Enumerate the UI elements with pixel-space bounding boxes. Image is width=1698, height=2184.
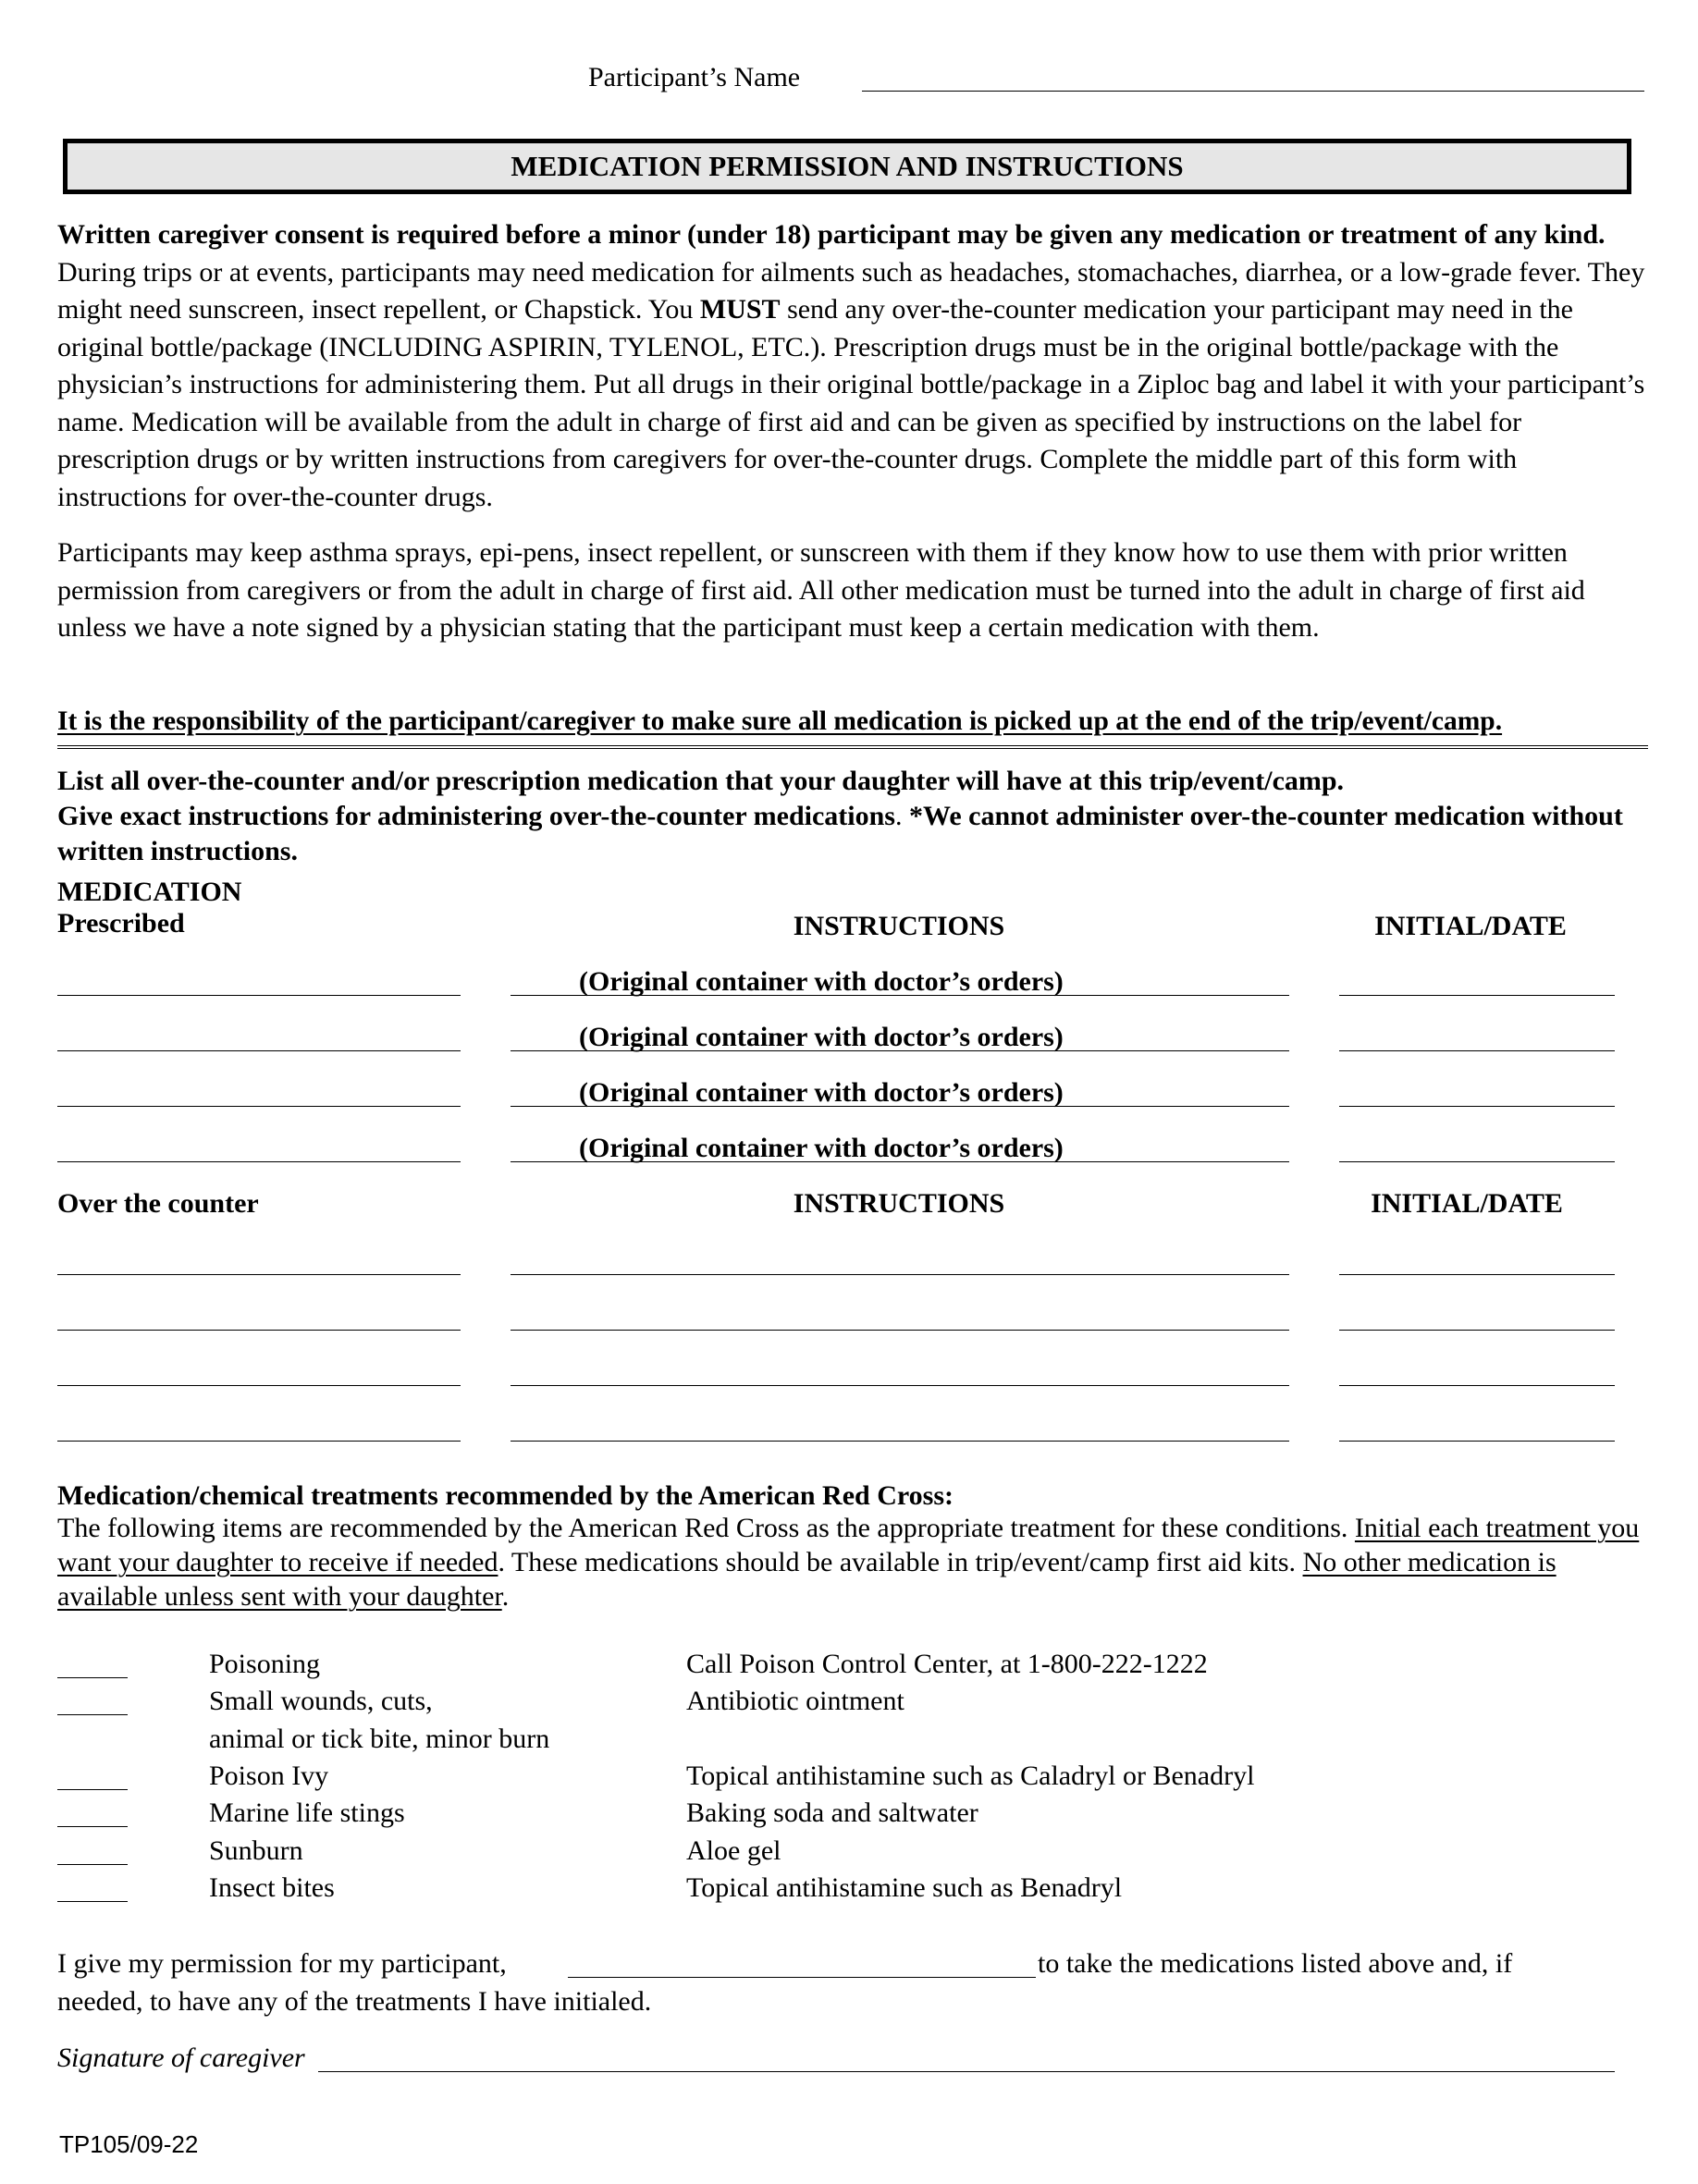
treatment-action: Antibiotic ointment	[686, 1686, 904, 1716]
treatment-condition: Poison Ivy	[209, 1761, 329, 1791]
intro-text-a: During trips or at events, participants may need medication for ailments such as headaches, stomachaches, diarrhea, or a low-grade fever. They might need sunscreen, insect repellent, or Chapstick. You	[57, 256, 1645, 325]
treatment-condition-continued: animal or tick bite, minor burn	[209, 1724, 550, 1754]
participant-name-label: Participant’s Name	[588, 62, 801, 92]
treatment-action: Call Poison Control Center, at 1-800-222-1222	[686, 1649, 1208, 1679]
prescribed-medication-field[interactable]	[57, 1106, 461, 1107]
intro-paragraph-2: Participants may keep asthma sprays, epi-pens, insect repellent, or sunscreen with them if they know how to use them with prior written permission from caregivers or from the adult in charge of first aid. All other medication must be turned into the adult in charge of first aid unless we have a note signed by a physician stating that the participant must keep a certain medication with them.	[57, 537, 1585, 643]
list-instructions	[57, 764, 1648, 869]
list-instructions-line1: List all over-the-counter and/or prescription medication that your daughter will have at this trip/event/camp.	[57, 766, 1345, 796]
otc-initial-date-field[interactable]	[1339, 1385, 1615, 1386]
treatment-condition: Poisoning	[209, 1649, 321, 1679]
permission-text-a: I give my permission for my participant,	[57, 1948, 507, 1979]
participant-name-field[interactable]	[862, 91, 1644, 92]
red-cross-heading: Medication/chemical treatments recommended by the American Red Cross:	[57, 1480, 954, 1511]
prescribed-initial-date-field[interactable]	[1339, 995, 1615, 996]
form-code: TP105/09-22	[59, 2130, 199, 2158]
no-other-medication-note: No other medication is available unless sent with your daughter	[57, 1547, 1556, 1612]
permission-text-b: to take the medications listed above and, if	[1038, 1948, 1513, 1979]
treatment-action: Topical antihistamine such as Caladryl or Benadryl	[686, 1761, 1255, 1791]
otc-medication-field[interactable]	[57, 1441, 461, 1442]
treatment-action: Aloe gel	[686, 1835, 781, 1866]
otc-initial-date-heading: INITIAL/DATE	[1371, 1188, 1563, 1219]
otc-instructions-field[interactable]	[511, 1330, 1289, 1331]
red-cross-text-c: .	[501, 1581, 510, 1612]
prescribed-medication-field[interactable]	[57, 1050, 461, 1051]
prescribed-instruction-text: (Original container with doctor’s orders)	[579, 1133, 1064, 1163]
otc-warning: *We cannot administer over-the-counter medication without written instructions.	[57, 801, 1623, 866]
otc-instructions-heading: INSTRUCTIONS	[793, 1188, 1005, 1219]
intro-paragraph-1	[57, 216, 1648, 516]
prescribed-heading: Prescribed	[57, 908, 185, 939]
treatment-initial-field[interactable]	[57, 1789, 128, 1790]
red-cross-text-b: . These medications should be available in trip/event/camp first aid kits.	[498, 1547, 1303, 1577]
caregiver-signature-field[interactable]	[318, 2071, 1615, 2072]
list-instructions-sep: .	[894, 801, 909, 831]
treatment-condition: Marine life stings	[209, 1798, 405, 1828]
prescribed-initial-date-field[interactable]	[1339, 1161, 1615, 1162]
initial-each-instruction: Initial each treatment you want your daughter to receive if needed	[57, 1513, 1640, 1577]
intro-text-b: send any over-the-counter medication your participant may need in the original bottle/package (INCLUDING ASPIRIN, TYLENOL, ETC.). Prescription drugs must be in the original bottle/package with the physician’s instructions for administering them. Put all drugs in their original bottle/package in a Ziploc bag and label it with your participant’s name. Medication will be available from the adult in charge of first aid and can be given as specified by instructions on the label for prescription drugs or by written instructions from caregivers for over-the-counter drugs. Complete the middle part of this form with instructions for over-the-counter drugs.	[57, 294, 1645, 512]
otc-initial-date-field[interactable]	[1339, 1330, 1615, 1331]
treatment-initial-field[interactable]	[57, 1864, 128, 1865]
form-title-box	[63, 139, 1631, 194]
otc-medication-field[interactable]	[57, 1274, 461, 1275]
otc-instructions-field[interactable]	[511, 1385, 1289, 1386]
list-instructions-line2: Give exact instructions for administering over-the-counter medications	[57, 801, 895, 831]
treatment-condition: Small wounds, cuts,	[209, 1686, 433, 1716]
treatment-initial-field[interactable]	[57, 1901, 128, 1902]
must-emphasis: MUST	[699, 294, 781, 325]
treatment-action: Baking soda and saltwater	[686, 1798, 978, 1828]
prescribed-initial-date-heading: INITIAL/DATE	[1374, 911, 1567, 941]
otc-medication-field[interactable]	[57, 1385, 461, 1386]
prescribed-instruction-text: (Original container with doctor’s orders)	[579, 1077, 1064, 1108]
responsibility-statement: It is the responsibility of the participant/caregiver to make sure all medication is picked up at the end of the trip/event/camp.	[57, 706, 1503, 736]
section-divider	[57, 745, 1648, 749]
prescribed-initial-date-field[interactable]	[1339, 1050, 1615, 1051]
otc-medication-field[interactable]	[57, 1330, 461, 1331]
treatment-initial-field[interactable]	[57, 1826, 128, 1827]
prescribed-instruction-text: (Original container with doctor’s orders)	[579, 1022, 1064, 1052]
prescribed-instruction-text: (Original container with doctor’s orders)	[579, 966, 1064, 997]
red-cross-text-a: The following items are recommended by the American Red Cross as the appropriate treatment for these conditions.	[57, 1513, 1355, 1543]
treatment-initial-field[interactable]	[57, 1677, 128, 1678]
prescribed-instructions-heading: INSTRUCTIONS	[793, 911, 1005, 941]
otc-initial-date-field[interactable]	[1339, 1274, 1615, 1275]
prescribed-col1-heading	[57, 877, 241, 939]
otc-instructions-field[interactable]	[511, 1441, 1289, 1442]
red-cross-text	[57, 1511, 1648, 1613]
treatment-initial-field[interactable]	[57, 1714, 128, 1715]
otc-initial-date-field[interactable]	[1339, 1441, 1615, 1442]
permission-text-c: needed, to have any of the treatments I have initialed.	[57, 1986, 652, 2017]
treatment-condition: Sunburn	[209, 1835, 303, 1866]
participant-permission-field[interactable]	[568, 1977, 1036, 1978]
form-title: MEDICATION PERMISSION AND INSTRUCTIONS	[511, 150, 1184, 182]
otc-instructions-field[interactable]	[511, 1274, 1289, 1275]
medication-heading: MEDICATION	[57, 877, 242, 907]
treatment-condition: Insect bites	[209, 1872, 335, 1903]
otc-col1-heading: Over the counter	[57, 1188, 259, 1219]
prescribed-medication-field[interactable]	[57, 1161, 461, 1162]
consent-statement: Written caregiver consent is required before a minor (under 18) participant may be given any medication or treatment of any kind.	[57, 219, 1606, 250]
treatment-action: Topical antihistamine such as Benadryl	[686, 1872, 1123, 1903]
signature-label: Signature of caregiver	[57, 2043, 305, 2073]
prescribed-medication-field[interactable]	[57, 995, 461, 996]
prescribed-initial-date-field[interactable]	[1339, 1106, 1615, 1107]
